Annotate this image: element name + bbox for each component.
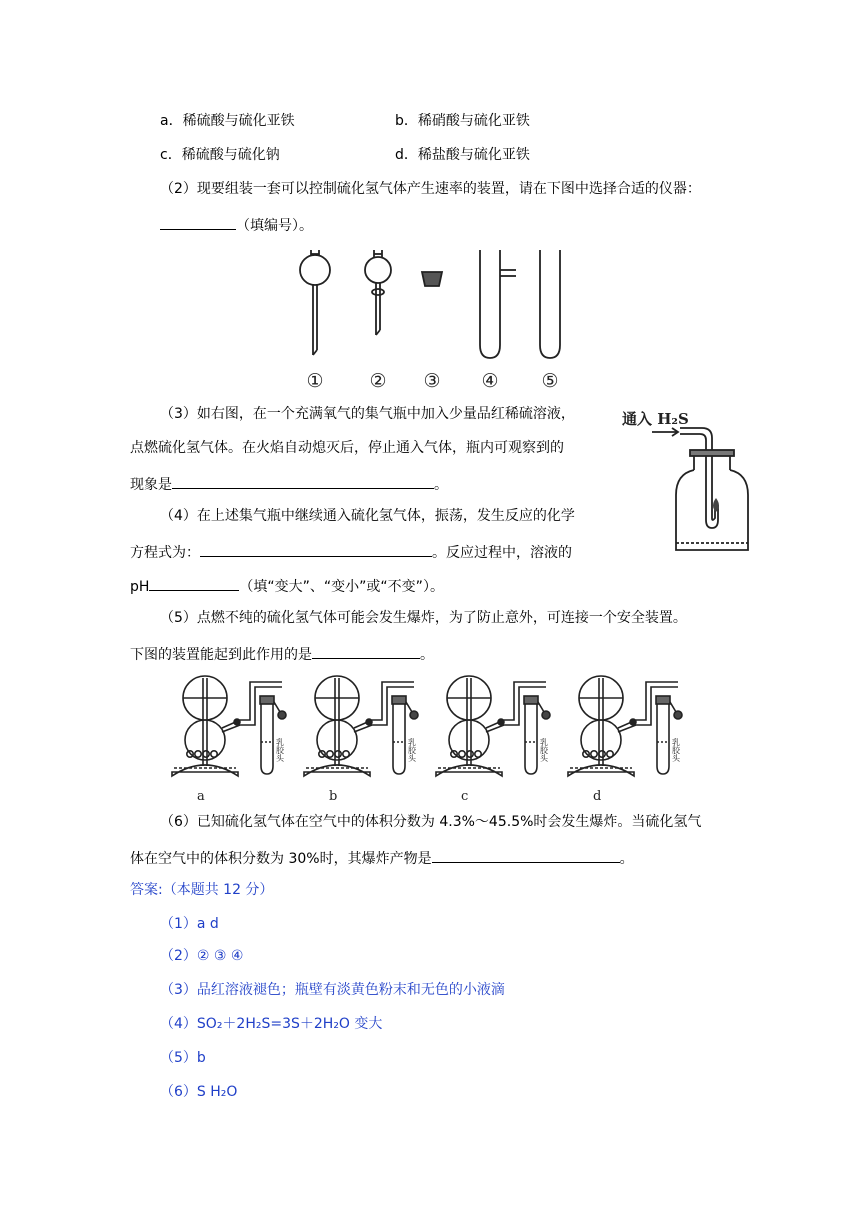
q4-ph-suffix: （填“变大”、“变小”或“不变”）。: [239, 579, 444, 595]
q3-suffix: 。: [434, 477, 448, 493]
q3-line3: [130, 472, 448, 495]
answer-3: （3）品红溶液褪色；瓶壁有淡黄色粉末和无色的小液滴: [160, 982, 505, 998]
q6-line2: [130, 846, 634, 869]
answer-6: （6）S H₂O: [160, 1084, 238, 1100]
kipp-apparatus-figure: [160, 668, 700, 808]
inlet-label: 通入 H₂S: [622, 410, 689, 428]
instrument-label-1: ①: [306, 370, 324, 392]
answer-5: （5）b: [160, 1050, 206, 1066]
bulb-label: 乳胶头: [275, 738, 285, 762]
answer-blank: [149, 574, 239, 591]
q5-line1: （5）点燃不纯的硫化氢气体可能会发生爆炸，为了防止意外，可连接一个安全装置。: [160, 610, 687, 626]
q5-suffix: 。: [420, 647, 434, 663]
instrument-label-4: ④: [481, 370, 499, 392]
instrument-label-2: ②: [369, 370, 387, 392]
kipp-apparatus-d: [568, 676, 682, 804]
option-b: b．稀硝酸与硫化亚铁: [395, 113, 530, 129]
instrument-label-3: ③: [423, 370, 441, 392]
gas-jar-figure: [612, 400, 752, 558]
option-a: a．稀硫酸与硫化亚铁: [160, 113, 295, 129]
answer-blank: [312, 642, 420, 659]
bulb-label: 乳胶头: [539, 738, 549, 762]
apparatus-label-a: a: [197, 789, 205, 804]
answer-blank: [432, 846, 620, 863]
bulb-label: 乳胶头: [671, 738, 681, 762]
q4-line3: [130, 574, 444, 597]
bulb-label: 乳胶头: [407, 738, 417, 762]
q5-prefix: 下图的装置能起到此作用的是: [130, 647, 312, 663]
apparatus-label-d: d: [593, 789, 602, 804]
option-d: d．稀盐酸与硫化亚铁: [395, 147, 530, 163]
apparatus-label-b: b: [329, 789, 338, 804]
answers-heading: 答案:（本题共 12 分）: [130, 882, 274, 898]
instrument-label-5: ⑤: [541, 370, 559, 392]
q6-suffix: 。: [619, 851, 634, 867]
instrument-figure: [290, 240, 580, 400]
q4-line1: （4）在上述集气瓶中继续通入硫化氢气体，振荡，发生反应的化学: [160, 508, 575, 524]
kipp-apparatus-c: [436, 676, 550, 804]
q3-line2: 点燃硫化氢气体。在火焰自动熄灭后，停止通入气体，瓶内可观察到的: [130, 440, 564, 456]
q3-line1: （3）如右图，在一个充满氧气的集气瓶中加入少量品红稀硫溶液，: [160, 406, 575, 422]
kipp-apparatus-b: [304, 676, 418, 804]
q4-ph-prefix: pH: [130, 579, 150, 595]
q6-prefix: 体在空气中的体积分数为 30%时，其爆炸产物是: [130, 851, 432, 867]
answer-blank: [160, 213, 236, 230]
q4-suffix: 。反应过程中，溶液的: [432, 545, 572, 561]
answer-blank: [172, 472, 434, 489]
answer-blank: [200, 540, 432, 557]
option-c: c．稀硫酸与硫化钠: [160, 147, 280, 163]
q3-prefix: 现象是: [130, 477, 172, 493]
q4-line2: [130, 540, 572, 563]
q6-line1: （6）已知硫化氢气体在空气中的体积分数为 4.3%～45.5%时会发生爆炸。当硫化氢气: [160, 814, 702, 830]
answer-2: （2）② ③ ④: [160, 948, 244, 964]
answer-4: （4）SO₂＋2H₂S=3S＋2H₂O 变大: [160, 1016, 383, 1032]
apparatus-label-c: c: [461, 789, 469, 804]
q5-line2: [130, 642, 434, 665]
answer-1: （1）a d: [160, 916, 219, 932]
q4-prefix: 方程式为：: [130, 545, 200, 561]
kipp-apparatus-a: [172, 676, 286, 804]
q2-text: （2）现要组装一套可以控制硫化氢气体产生速率的装置，请在下图中选择合适的仪器：: [160, 181, 701, 197]
q2-answer-line: [160, 213, 313, 236]
q2-suffix: （填编号）。: [236, 218, 313, 234]
